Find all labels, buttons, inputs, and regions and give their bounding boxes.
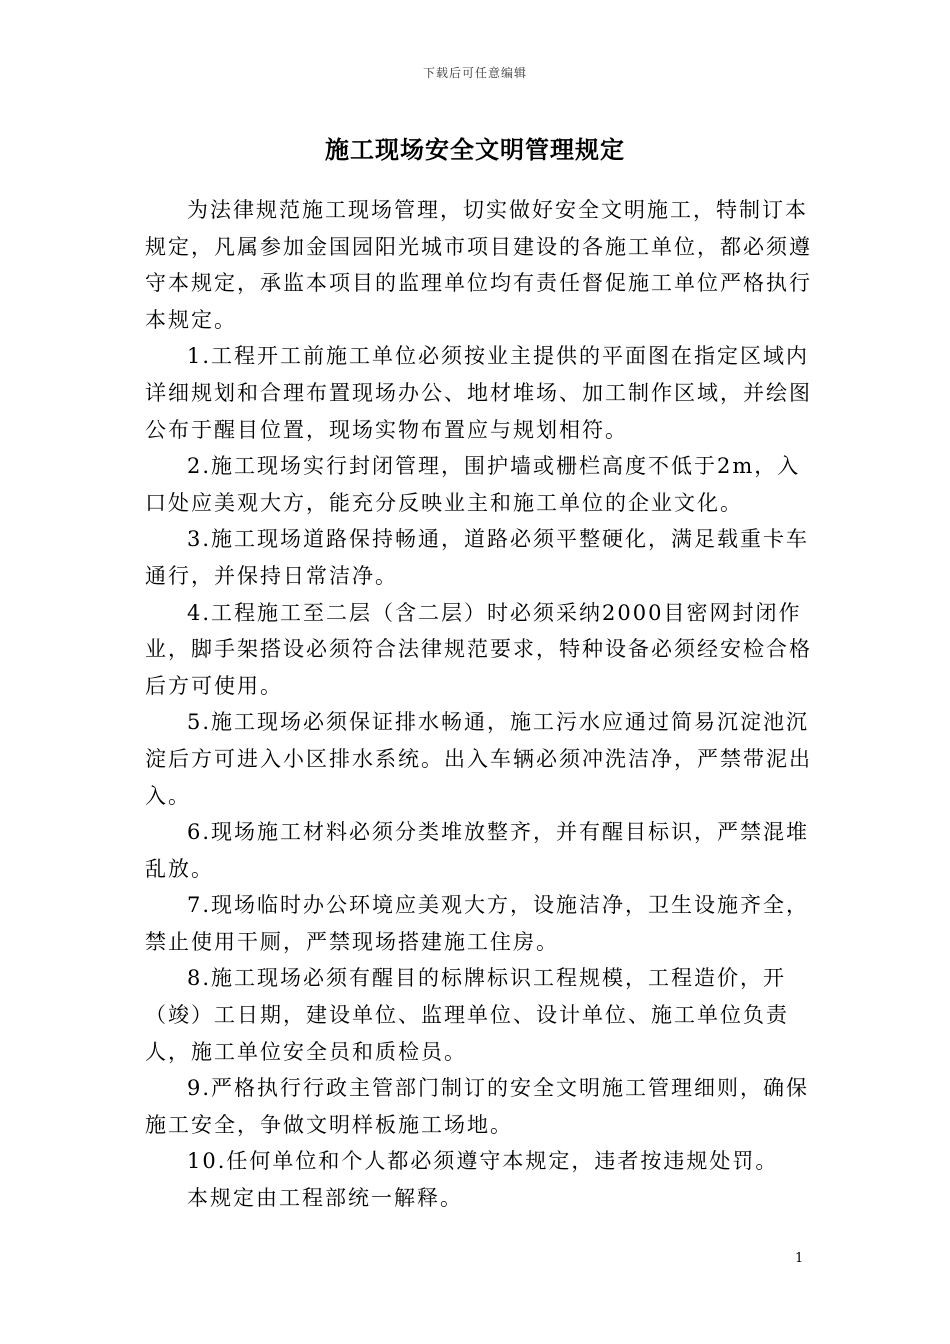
clause-5: 5.施工现场必须保证排水畅通，施工污水应通过简易沉淀池沉淀后方可进入小区排水系统。出入车辆必须冲洗洁净，严禁带泥出入。 [145, 710, 812, 808]
clause-10: 10.任何单位和个人都必须遵守本规定，违者按违规处罚。 [187, 1149, 779, 1174]
document-title: 施工现场安全文明管理规定 [325, 135, 625, 164]
clause-1: 1.工程开工前施工单位必须按业主提供的平面图在指定区域内详细规划和合理布置现场办公、地材堆场、加工制作区域，并绘图公布于醒目位置，现场实物布置应与规划相符。 [145, 344, 812, 442]
clause-2: 2.施工现场实行封闭管理，围护墙或栅栏高度不低于2m，入口处应美观大方，能充分反映业主和施工单位的企业文化。 [145, 454, 801, 515]
clause-6: 6.现场施工材料必须分类堆放整齐，并有醒目标识，严禁混堆乱放。 [145, 820, 810, 881]
download-note: 下载后可任意编辑 [422, 66, 527, 80]
closing-statement: 本规定由工程部统一解释。 [187, 1186, 463, 1211]
clause-3: 3.施工现场道路保持畅通，道路必须平整硬化，满足载重卡车通行，并保持日常洁净。 [145, 527, 810, 588]
clause-9: 9.严格执行行政主管部门制订的安全文明施工管理细则，确保施工安全，争做文明样板施工场地。 [145, 1076, 810, 1137]
clause-7: 7.现场临时办公环境应美观大方，设施洁净，卫生设施齐全，禁止使用干厕，严禁现场搭建施工住房。 [145, 893, 810, 954]
clause-8: 8.施工现场必须有醒目的标牌标识工程规模，工程造价，开（竣）工日期，建设单位、监理单位、设计单位、施工单位负责人，施工单位安全员和质检员。 [145, 966, 789, 1064]
document-body [145, 192, 815, 1217]
page-number: 1 [795, 1251, 804, 1266]
clause-4: 4.工程施工至二层（含二层）时必须采纳2000目密网封闭作业，脚手架搭设必须符合法律规范要求，特种设备必须经安检合格后方可使用。 [145, 600, 812, 698]
intro-paragraph: 为法律规范施工现场管理，切实做好安全文明施工，特制订本规定，凡属参加金国园阳光城市项目建设的各施工单位，都必须遵守本规定，承监本项目的监理单位均有责任督促施工单位严格执行本规定。 [145, 198, 812, 332]
